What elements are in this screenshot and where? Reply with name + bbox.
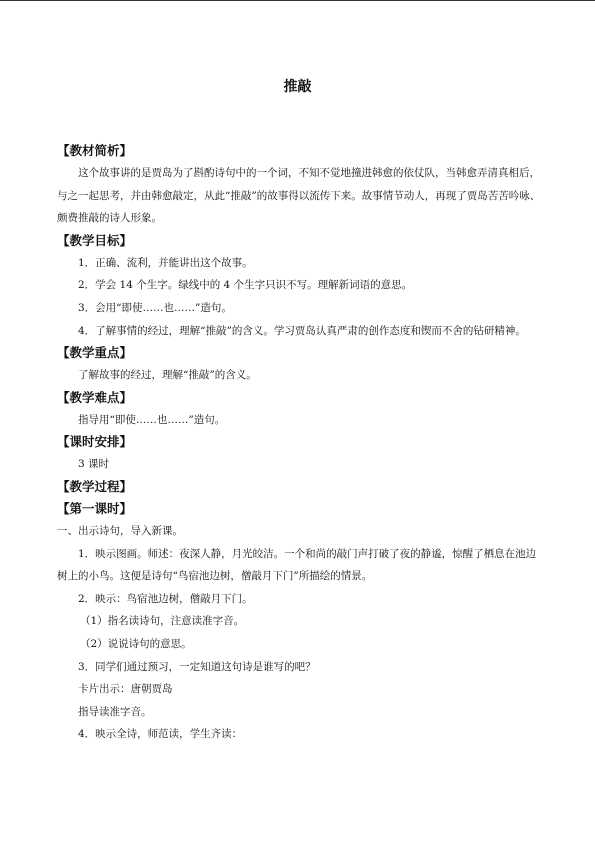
document-title: 推敲 xyxy=(283,79,312,95)
heading-analysis: 【教材简析】 xyxy=(57,143,133,158)
goal-item: 1．正确、流利，并能讲出这个故事。 xyxy=(78,256,253,269)
goal-item: 3．会用“即使……也……”造句。 xyxy=(78,301,232,314)
process-item: （1）指名读诗句，注意读准字音。 xyxy=(80,615,245,628)
process-step: 一、出示诗句，导入新课。 xyxy=(57,524,183,537)
goal-item: 4．了解事情的经过，理解“推敲”的含义。学习贾岛认真严肃的创作态度和锲而不舍的钻研精神。 xyxy=(78,324,526,337)
heading-schedule: 【课时安排】 xyxy=(57,434,133,450)
heading-key-points: 【教学重点】 xyxy=(57,345,133,361)
heading-first-lesson: 【第一课时】 xyxy=(57,500,133,516)
difficulties-text: 指导用“即使……也……”造句。 xyxy=(78,413,226,426)
document-body xyxy=(57,140,541,746)
top-border-line xyxy=(0,0,595,1)
process-item: 4．映示全诗，师范读，学生齐读： xyxy=(78,728,243,741)
heading-goals: 【教学目标】 xyxy=(57,232,133,248)
heading-process: 【教学过程】 xyxy=(57,478,133,494)
process-item: 卡片出示：唐朝贾岛 xyxy=(78,683,173,696)
process-item: 1．映示图画。师述：夜深人静，月光皎洁。一个和尚的敲门声打破了夜的静谧，惊醒了栖息在池边树上的小鸟。这便是诗句“鸟宿池边树，僧敲月下门”所描绘的情景。 xyxy=(57,547,537,583)
heading-difficulties: 【教学难点】 xyxy=(57,389,133,405)
key-points-text: 了解故事的经过，理解“推敲”的含义。 xyxy=(78,369,257,382)
goal-item: 2．学会 14 个生字。绿线中的 4 个生字只识不写。理解新词语的意思。 xyxy=(78,279,413,292)
process-item: （2）说说诗句的意思。 xyxy=(80,637,192,650)
schedule-text: 3 课时 xyxy=(78,458,110,471)
process-item: 3．同学们通过预习，一定知道这句诗是谁写的吧？ xyxy=(78,660,316,673)
process-item: 2．映示：鸟宿池边树，僧敲月下门。 xyxy=(78,592,253,605)
analysis-text: 这个故事讲的是贾岛为了斟酌诗句中的一个词，不知不觉地撞进韩愈的依仗队，当韩愈弄清真相后，与之一起思考，并由韩愈敲定，从此“推敲”的故事得以流传下来。故事情节动人，再现了贾岛苦苦吟咏、颇费推敲的诗人形象。 xyxy=(57,167,541,225)
process-item: 指导读准字音。 xyxy=(78,705,152,718)
